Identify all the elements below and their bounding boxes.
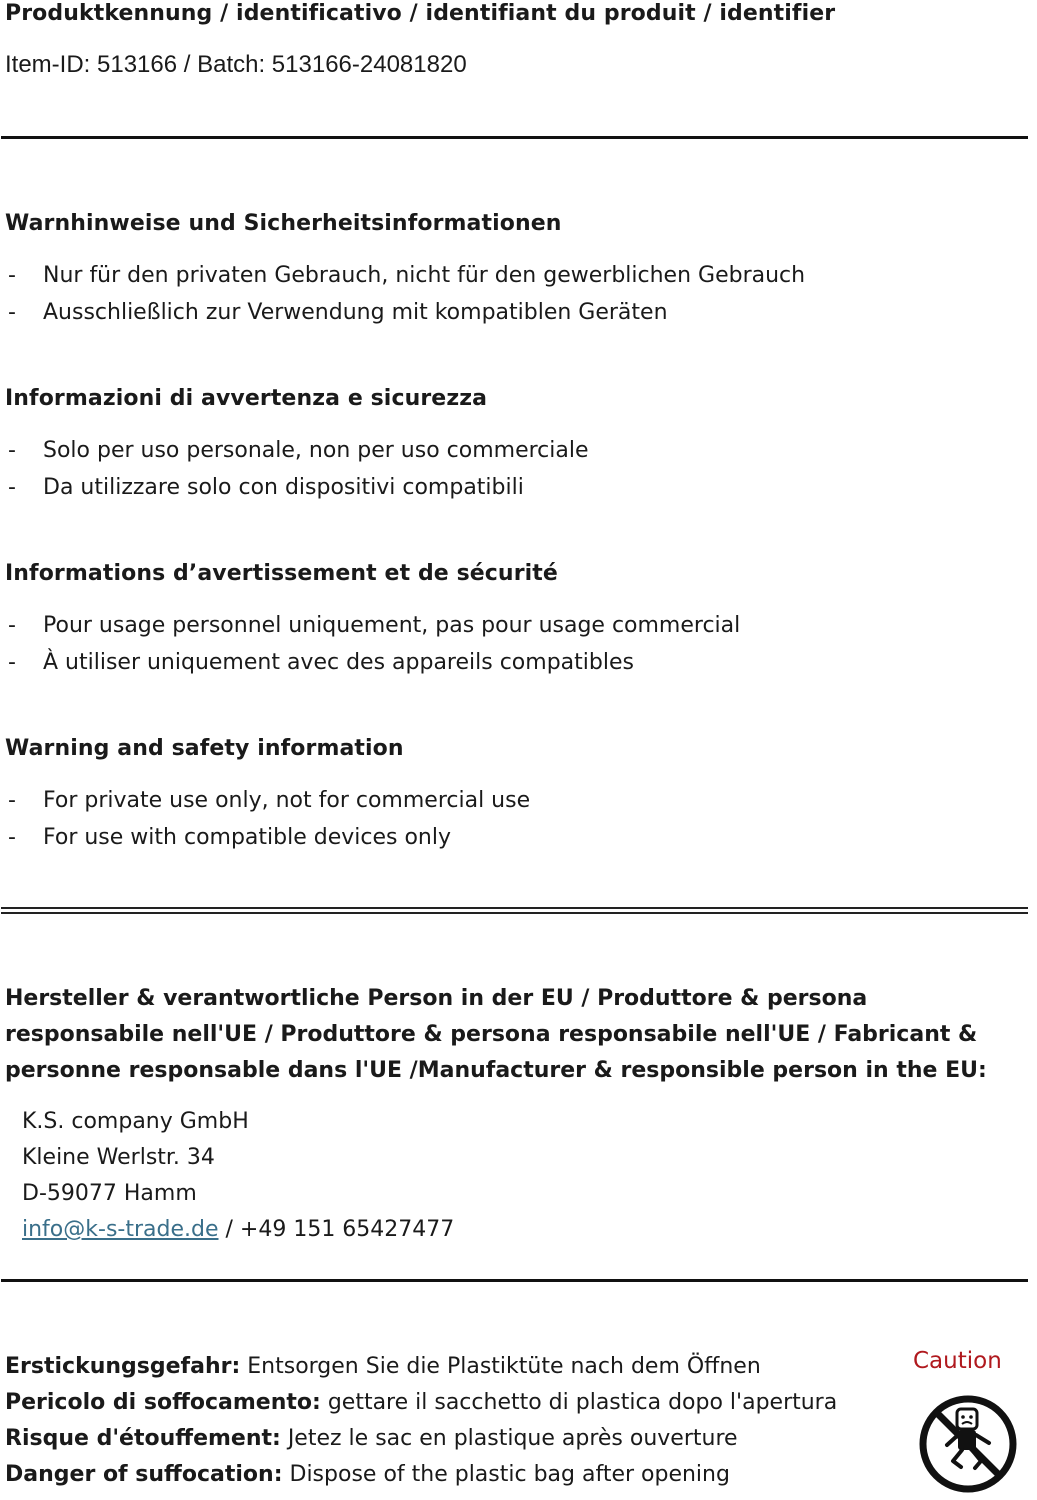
warning-text: À utiliser uniquement avec des appareils compatibles: [43, 650, 634, 675]
manufacturer-heading: Hersteller & verantwortliche Person in der EU / Produttore & persona responsabile nell'UE / Produttore & persona responsabile nell'UE / Fabricant & personne responsable dans l'UE /Manufacturer & responsible person in the EU:: [5, 986, 987, 1083]
warning-text: For private use only, not for commercial use: [43, 788, 531, 813]
bullet-dash: -: [8, 825, 16, 850]
hazard-label: Risque d'étouffement:: [5, 1426, 281, 1451]
city-address: D-59077 Hamm: [22, 1181, 197, 1206]
hazard-text: Dispose of the plastic bag after opening: [282, 1462, 730, 1487]
bullet-dash: -: [8, 650, 16, 675]
hazard-text: Entsorgen Sie die Plastiktüte nach dem Öffnen: [240, 1354, 761, 1379]
warning-text: Ausschließlich zur Verwendung mit kompatiblen Geräten: [43, 300, 668, 325]
product-id-line: Item-ID: 513166 / Batch: 513166-24081820: [5, 51, 467, 78]
warning-heading-fr: Informations d’avertissement et de sécurité: [5, 561, 558, 586]
warning-text: Pour usage personnel uniquement, pas pour usage commercial: [43, 613, 741, 638]
bullet-dash: -: [8, 613, 16, 638]
contact-line: [22, 1215, 454, 1245]
hazard-line-it: [5, 1388, 837, 1418]
company-name: K.S. company GmbH: [22, 1109, 249, 1134]
warning-heading-de: Warnhinweise und Sicherheitsinformationen: [5, 211, 562, 236]
hazard-line-fr: [5, 1424, 738, 1454]
email-link[interactable]: info@k-s-trade.de: [22, 1217, 219, 1242]
section-divider-double: [1, 907, 1028, 914]
product-identifier-heading: Produktkennung / identificativo / identifiant du produit / identifier: [5, 1, 836, 26]
no-child-plastic-bag-icon: [917, 1393, 1019, 1495]
warning-text: Solo per uso personale, non per uso commerciale: [43, 438, 589, 463]
hazard-line-en: [5, 1460, 730, 1490]
warning-heading-it: Informazioni di avvertenza e sicurezza: [5, 386, 488, 411]
warning-text: Nur für den privaten Gebrauch, nicht für den gewerblichen Gebrauch: [43, 263, 806, 288]
hazard-label: Erstickungsgefahr:: [5, 1354, 241, 1379]
street-address: Kleine Werlstr. 34: [22, 1145, 215, 1170]
hazard-text: Jetez le sac en plastique après ouverture: [280, 1426, 738, 1451]
phone-number: / +49 151 65427477: [218, 1217, 455, 1242]
bullet-dash: -: [8, 300, 16, 325]
hazard-label: Pericolo di soffocamento:: [5, 1390, 321, 1415]
hazard-label: Danger of suffocation:: [5, 1462, 283, 1487]
bullet-dash: -: [8, 475, 16, 500]
bullet-dash: -: [8, 788, 16, 813]
hazard-text: gettare il sacchetto di plastica dopo l'apertura: [320, 1390, 838, 1415]
warning-heading-en: Warning and safety information: [5, 736, 404, 761]
section-divider: [1, 1279, 1028, 1282]
section-divider: [1, 136, 1028, 139]
caution-label: Caution: [913, 1348, 1002, 1374]
warning-text: For use with compatible devices only: [43, 825, 451, 850]
bullet-dash: -: [8, 438, 16, 463]
bullet-dash: -: [8, 263, 16, 288]
hazard-line-de: [5, 1352, 761, 1382]
warning-text: Da utilizzare solo con dispositivi compatibili: [43, 475, 524, 500]
